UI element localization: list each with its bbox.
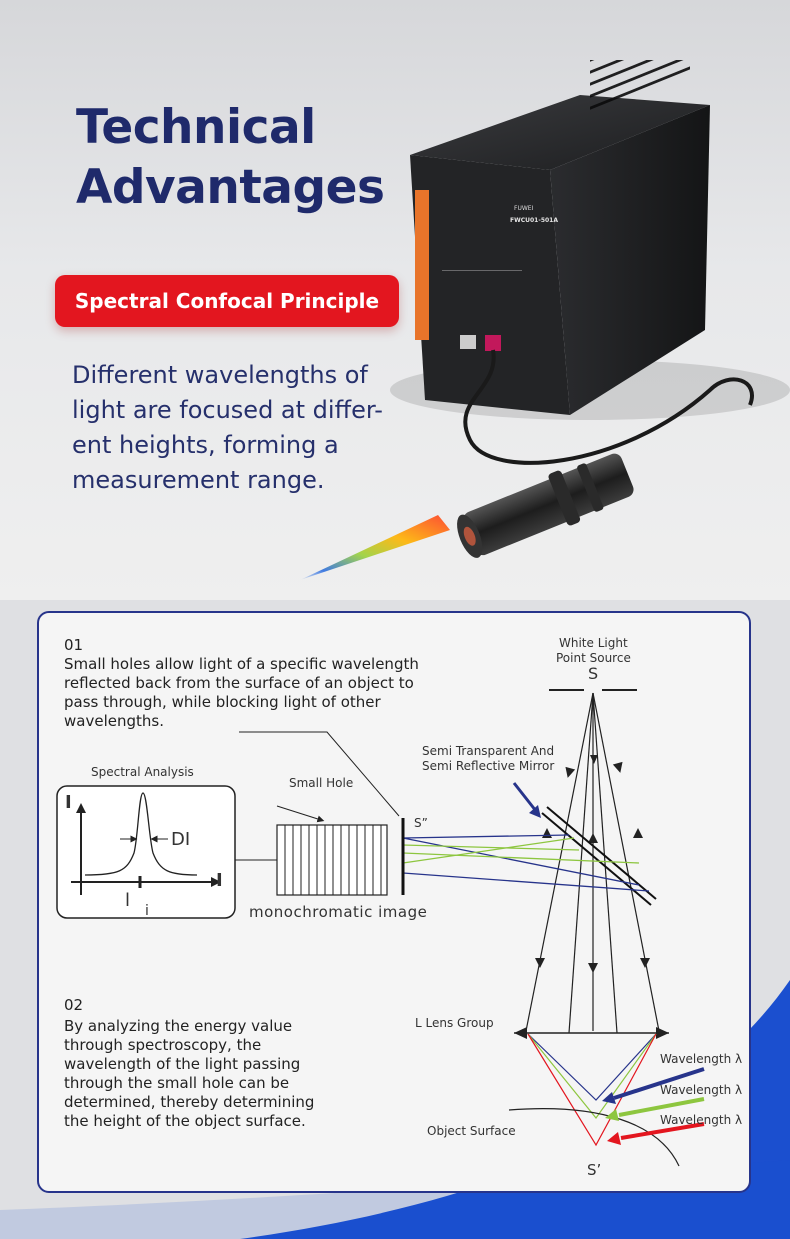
graph-subscript-i: i xyxy=(145,903,149,919)
description-line: ent heights, forming a xyxy=(72,431,339,459)
step-1-line: wavelengths. xyxy=(64,712,164,730)
step-1-text xyxy=(64,655,464,731)
device-model-label: FWCU01-501A xyxy=(510,217,558,224)
small-hole-label: Small Hole xyxy=(289,776,354,790)
step-2-line: By analyzing the energy value xyxy=(64,1017,293,1035)
step-2-text xyxy=(64,1017,364,1131)
mirror-label-line1: Semi Transparent And xyxy=(422,744,555,758)
step-2-line: wavelength of the light passing xyxy=(64,1055,301,1073)
principle-description xyxy=(72,358,402,498)
step-2-line: through the small hole can be xyxy=(64,1074,290,1092)
white-light-label-line1: White Light xyxy=(559,636,628,650)
principle-diagram-card xyxy=(37,611,751,1193)
spectral-analysis-label: Spectral Analysis xyxy=(91,765,194,779)
s-prime-label: S’ xyxy=(587,1161,602,1179)
wavelength-label-red: Wavelength λ xyxy=(660,1113,743,1127)
white-light-label-line2: Point Source xyxy=(556,651,631,665)
graph-x-axis-symbol: I xyxy=(216,870,223,891)
description-line: measurement range. xyxy=(72,466,325,494)
lens-group-label: L Lens Group xyxy=(415,1016,494,1030)
wavelength-label-blue: Wavelength λ xyxy=(660,1052,743,1066)
step-1-line: Small holes allow light of a specific wavelength xyxy=(64,655,419,673)
step-2-line: the height of the object surface. xyxy=(64,1112,306,1130)
monochromatic-image-label: monochromatic image xyxy=(249,903,428,921)
graph-li-label: l xyxy=(125,890,131,911)
graph-y-axis-symbol: I xyxy=(65,792,72,813)
step-2-line: through spectroscopy, the xyxy=(64,1036,262,1054)
mirror-label-line2: Semi Reflective Mirror xyxy=(422,759,555,773)
description-line: Different wavelengths of xyxy=(72,361,368,389)
graph-di-label: DI xyxy=(171,829,191,850)
title-line-1: Technical xyxy=(76,100,316,155)
s-double-prime-label: S” xyxy=(414,816,428,830)
page-title xyxy=(76,98,406,218)
description-line: light are focused at differ- xyxy=(72,396,383,424)
device-brand-label: FUWEI xyxy=(514,205,534,212)
title-line-2: Advantages xyxy=(76,160,385,215)
source-symbol-s: S xyxy=(588,664,599,683)
step-1-line: pass through, while blocking light of other xyxy=(64,693,381,711)
step-1-line: reflected back from the surface of an object to xyxy=(64,674,414,692)
object-surface-label: Object Surface xyxy=(427,1124,516,1138)
principle-badge: Spectral Confocal Principle xyxy=(55,275,399,327)
step-2-line: determined, thereby determining xyxy=(64,1093,315,1111)
wavelength-label-green: Wavelength λ xyxy=(660,1083,743,1097)
step-2-number: 02 xyxy=(64,996,84,1014)
step-1-number: 01 xyxy=(64,636,84,654)
